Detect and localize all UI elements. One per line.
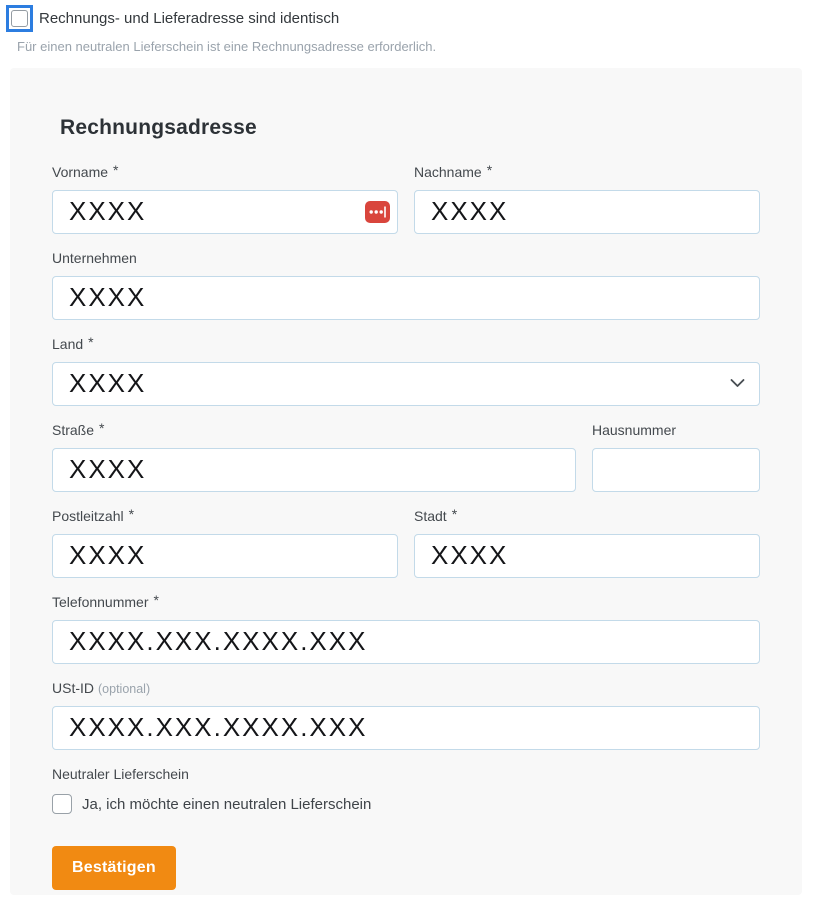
password-autofill-icon[interactable]: [365, 201, 390, 223]
strasse-input[interactable]: [52, 448, 576, 492]
telefonnummer-field: [52, 594, 760, 664]
required-marker: *: [486, 162, 493, 178]
ustid-field: [52, 680, 760, 750]
street-row: [52, 422, 760, 492]
hausnummer-label: Hausnummer: [592, 422, 677, 438]
required-marker: *: [88, 334, 94, 350]
stadt-field: [414, 508, 760, 578]
vorname-input-wrap: [52, 190, 398, 234]
ustid-input[interactable]: [52, 706, 760, 750]
address-options-section: [0, 0, 815, 54]
neutral-delivery-checkbox-label: Ja, ich möchte einen neutralen Lieferschein: [82, 795, 372, 813]
neutral-delivery-section: [52, 766, 760, 814]
country-row: [52, 336, 760, 406]
neutral-delivery-row: [52, 794, 760, 814]
identical-address-row: [6, 5, 815, 32]
hausnummer-input[interactable]: [592, 448, 760, 492]
nachname-input[interactable]: [414, 190, 760, 234]
required-marker: *: [128, 506, 135, 522]
land-select[interactable]: [52, 362, 760, 406]
neutral-delivery-label: Neutraler Lieferschein: [52, 766, 189, 782]
billing-address-card: [10, 68, 802, 895]
stadt-label-text: Stadt: [414, 508, 447, 524]
land-selected-value: XXXX: [69, 367, 147, 398]
identical-address-checkbox[interactable]: [6, 5, 33, 32]
telefonnummer-input[interactable]: [52, 620, 760, 664]
vat-row: [52, 680, 760, 750]
postleitzahl-field: [52, 508, 398, 578]
confirm-button[interactable]: Bestätigen: [52, 846, 176, 890]
vorname-input[interactable]: [52, 190, 398, 234]
vorname-field: [52, 164, 398, 234]
neutral-delivery-hint: Für einen neutralen Lieferschein ist eine Rechnungsadresse erforderlich.: [17, 39, 437, 54]
city-row: [52, 508, 760, 578]
vorname-label-text: Vorname: [52, 164, 109, 180]
stadt-input[interactable]: [414, 534, 760, 578]
ustid-label: [52, 680, 760, 696]
hausnummer-field: [592, 422, 760, 492]
nachname-label-text: Nachname: [414, 164, 482, 180]
card-title: Rechnungsadresse: [60, 116, 257, 139]
postleitzahl-label-text: Postleitzahl: [52, 508, 124, 524]
stadt-label: [414, 508, 760, 524]
identical-address-label: Rechnungs- und Lieferadresse sind identisch: [39, 10, 340, 27]
telefonnummer-label-text: Telefonnummer: [52, 594, 149, 610]
optional-note: (optional): [98, 682, 151, 696]
autofill-dots-glyph: [369, 206, 386, 218]
strasse-label-text: Straße: [52, 422, 95, 438]
land-label-text: Land: [52, 336, 84, 352]
telefonnummer-label: [52, 594, 760, 610]
checkbox-box: [11, 10, 28, 27]
chevron-down-icon: [730, 379, 745, 388]
unternehmen-label: Unternehmen: [52, 250, 137, 266]
name-row: [52, 164, 760, 234]
strasse-label: [52, 422, 576, 438]
land-label: [52, 336, 760, 352]
required-marker: *: [153, 592, 159, 608]
postleitzahl-input[interactable]: [52, 534, 398, 578]
ustid-label-text: USt-ID: [52, 680, 94, 696]
phone-row: [52, 594, 760, 664]
postleitzahl-label: [52, 508, 398, 524]
required-marker: *: [451, 506, 458, 522]
nachname-label: [414, 164, 760, 180]
required-marker: *: [99, 420, 105, 436]
nachname-field: [414, 164, 760, 234]
vorname-label: [52, 164, 398, 180]
company-row: [52, 250, 760, 320]
unternehmen-field: [52, 250, 760, 320]
unternehmen-input[interactable]: [52, 276, 760, 320]
required-marker: *: [113, 162, 119, 178]
land-field: [52, 336, 760, 406]
strasse-field: [52, 422, 576, 492]
neutral-delivery-checkbox[interactable]: [52, 794, 72, 814]
